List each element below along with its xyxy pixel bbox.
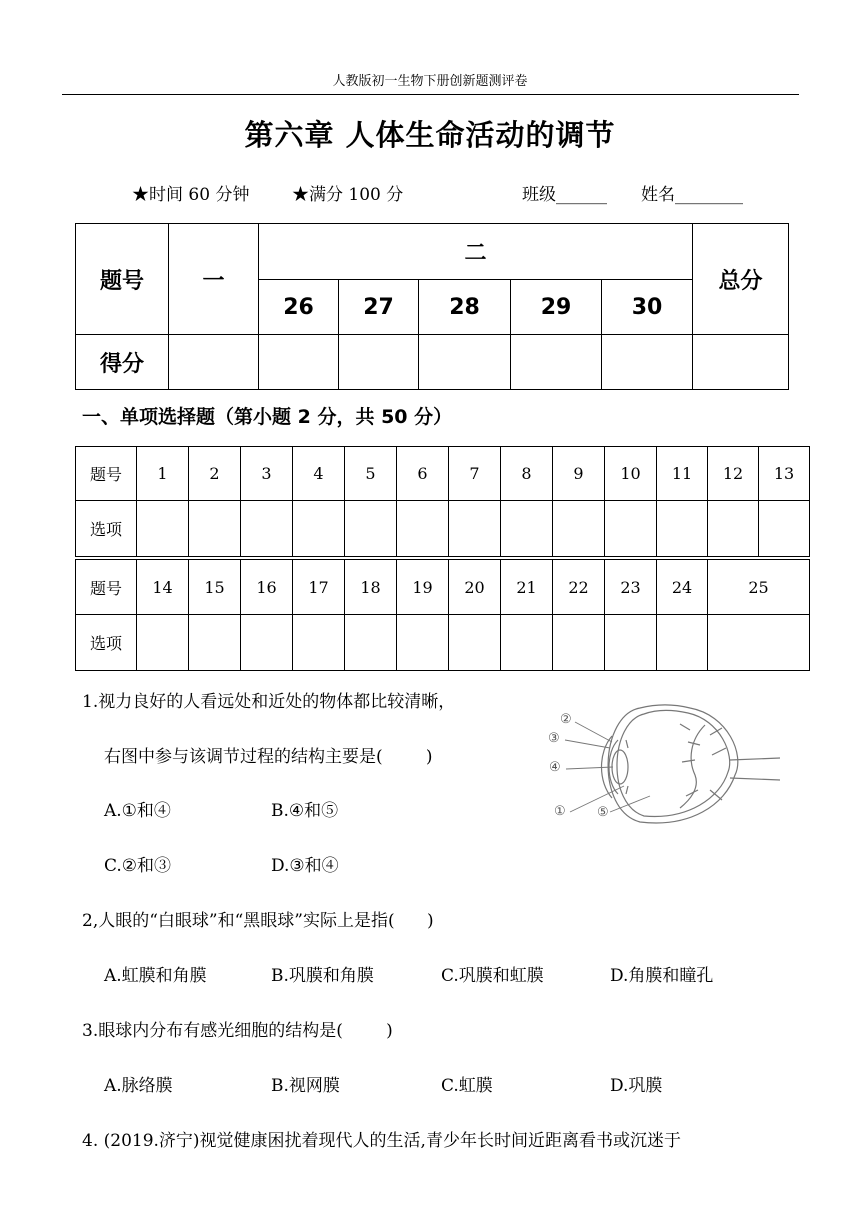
question-number: 5 xyxy=(345,447,397,501)
section-title: 一、单项选择题（第小题 2 分，共 50 分） xyxy=(82,406,453,428)
score-cell[interactable] xyxy=(419,335,511,390)
eye-label-5: ⑤ xyxy=(597,805,609,820)
answer-table-2 xyxy=(75,559,810,671)
eye-label-3: ③ xyxy=(548,731,560,746)
question-1-line2: 右图中参与该调节过程的结构主要是( ) xyxy=(104,747,433,767)
score-table xyxy=(75,223,789,390)
full-score-info: ★满分 100 分 xyxy=(292,185,404,205)
question-number: 7 xyxy=(449,447,501,501)
question-number: 8 xyxy=(501,447,553,501)
question-number: 10 xyxy=(605,447,657,501)
q2-option-d: D.角膜和瞳孔 xyxy=(610,966,714,986)
q3-option-b: B.视网膜 xyxy=(271,1076,340,1096)
score-table-q29: 29 xyxy=(511,280,602,335)
answer-cell[interactable] xyxy=(137,501,189,557)
page-title: 第六章 人体生命活动的调节 xyxy=(244,118,616,152)
q2-option-c: C.巩膜和虹膜 xyxy=(441,966,544,986)
question-number: 19 xyxy=(397,560,449,615)
answer-table-1 xyxy=(75,446,810,557)
score-table-part1: 一 xyxy=(169,224,259,335)
question-number: 13 xyxy=(759,447,810,501)
q2-option-b: B.巩膜和角膜 xyxy=(271,966,374,986)
score-table-part2: 二 xyxy=(259,224,693,280)
question-number: 1 xyxy=(137,447,189,501)
question-3: 3.眼球内分布有感光细胞的结构是( ) xyxy=(82,1021,393,1041)
answer-cell[interactable] xyxy=(137,615,189,671)
question-number: 2 xyxy=(189,447,241,501)
question-number: 4 xyxy=(293,447,345,501)
score-cell[interactable] xyxy=(693,335,789,390)
option-row-label: 选项 xyxy=(76,501,137,557)
question-number: 3 xyxy=(241,447,293,501)
header-divider xyxy=(62,94,799,95)
question-number: 24 xyxy=(657,560,708,615)
answer-cell[interactable] xyxy=(605,501,657,557)
question-number: 21 xyxy=(501,560,553,615)
score-cell[interactable] xyxy=(169,335,259,390)
q3-option-a: A.脉络膜 xyxy=(104,1076,173,1096)
score-table-q27: 27 xyxy=(339,280,419,335)
answer-cell[interactable] xyxy=(345,501,397,557)
score-cell[interactable] xyxy=(339,335,419,390)
q1-option-b: B.④和⑤ xyxy=(271,801,339,821)
answer-cell[interactable] xyxy=(293,615,345,671)
eye-diagram xyxy=(540,700,790,830)
answer-cell[interactable] xyxy=(397,615,449,671)
answer-cell[interactable] xyxy=(553,615,605,671)
answer-cell[interactable] xyxy=(501,501,553,557)
eye-label-2: ② xyxy=(560,712,572,727)
answer-cell[interactable] xyxy=(708,501,759,557)
answer-cell[interactable] xyxy=(293,501,345,557)
question-2: 2,人眼的“白眼球”和“黑眼球”实际上是指( ) xyxy=(82,911,434,931)
option-row-label: 选项 xyxy=(76,615,137,671)
question-4: 4. (2019.济宁)视觉健康困扰着现代人的生活,青少年长时间近距离看书或沉迷于 xyxy=(82,1131,681,1151)
answer-cell[interactable] xyxy=(605,615,657,671)
score-table-header-label: 题号 xyxy=(76,224,169,335)
answer-row-label: 题号 xyxy=(76,560,137,615)
question-number: 18 xyxy=(345,560,397,615)
answer-cell[interactable] xyxy=(189,501,241,557)
question-number: 23 xyxy=(605,560,657,615)
score-cell[interactable] xyxy=(259,335,339,390)
answer-cell[interactable] xyxy=(449,501,501,557)
q1-option-c: C.②和③ xyxy=(104,856,172,876)
q2-option-a: A.虹膜和角膜 xyxy=(104,966,207,986)
q3-option-d: D.巩膜 xyxy=(610,1076,663,1096)
answer-cell[interactable] xyxy=(241,615,293,671)
name-field: 姓名________ xyxy=(641,185,743,205)
score-table-score-label: 得分 xyxy=(76,335,169,390)
q1-option-d: D.③和④ xyxy=(271,856,339,876)
q3-option-c: C.虹膜 xyxy=(441,1076,493,1096)
class-field: 班级______ xyxy=(522,185,607,205)
answer-row-label: 题号 xyxy=(76,447,137,501)
eye-label-1: ① xyxy=(554,804,566,819)
eye-label-4: ④ xyxy=(549,760,561,775)
answer-cell[interactable] xyxy=(345,615,397,671)
score-table-q28: 28 xyxy=(419,280,511,335)
answer-cell[interactable] xyxy=(759,501,810,557)
score-table-total: 总分 xyxy=(693,224,789,335)
score-cell[interactable] xyxy=(511,335,602,390)
answer-cell[interactable] xyxy=(449,615,501,671)
answer-cell[interactable] xyxy=(189,615,241,671)
score-cell[interactable] xyxy=(602,335,693,390)
answer-cell[interactable] xyxy=(657,615,708,671)
question-number: 25 xyxy=(708,560,810,615)
question-number: 6 xyxy=(397,447,449,501)
answer-cell[interactable] xyxy=(397,501,449,557)
q1-option-a: A.①和④ xyxy=(104,801,171,821)
score-table-q26: 26 xyxy=(259,280,339,335)
question-number: 15 xyxy=(189,560,241,615)
answer-cell[interactable] xyxy=(501,615,553,671)
question-number: 11 xyxy=(657,447,708,501)
answer-cell[interactable] xyxy=(657,501,708,557)
question-number: 14 xyxy=(137,560,189,615)
answer-cell[interactable] xyxy=(241,501,293,557)
question-number: 9 xyxy=(553,447,605,501)
time-info: ★时间 60 分钟 xyxy=(132,185,250,205)
score-table-q30: 30 xyxy=(602,280,693,335)
question-number: 20 xyxy=(449,560,501,615)
question-number: 16 xyxy=(241,560,293,615)
question-number: 17 xyxy=(293,560,345,615)
page-header: 人教版初一生物下册创新题测评卷 xyxy=(332,74,528,89)
answer-cell[interactable] xyxy=(553,501,605,557)
question-number: 12 xyxy=(708,447,759,501)
answer-cell[interactable] xyxy=(708,615,810,671)
question-number: 22 xyxy=(553,560,605,615)
question-1-line1: 1.视力良好的人看远处和近处的物体都比较清晰， xyxy=(82,692,456,712)
